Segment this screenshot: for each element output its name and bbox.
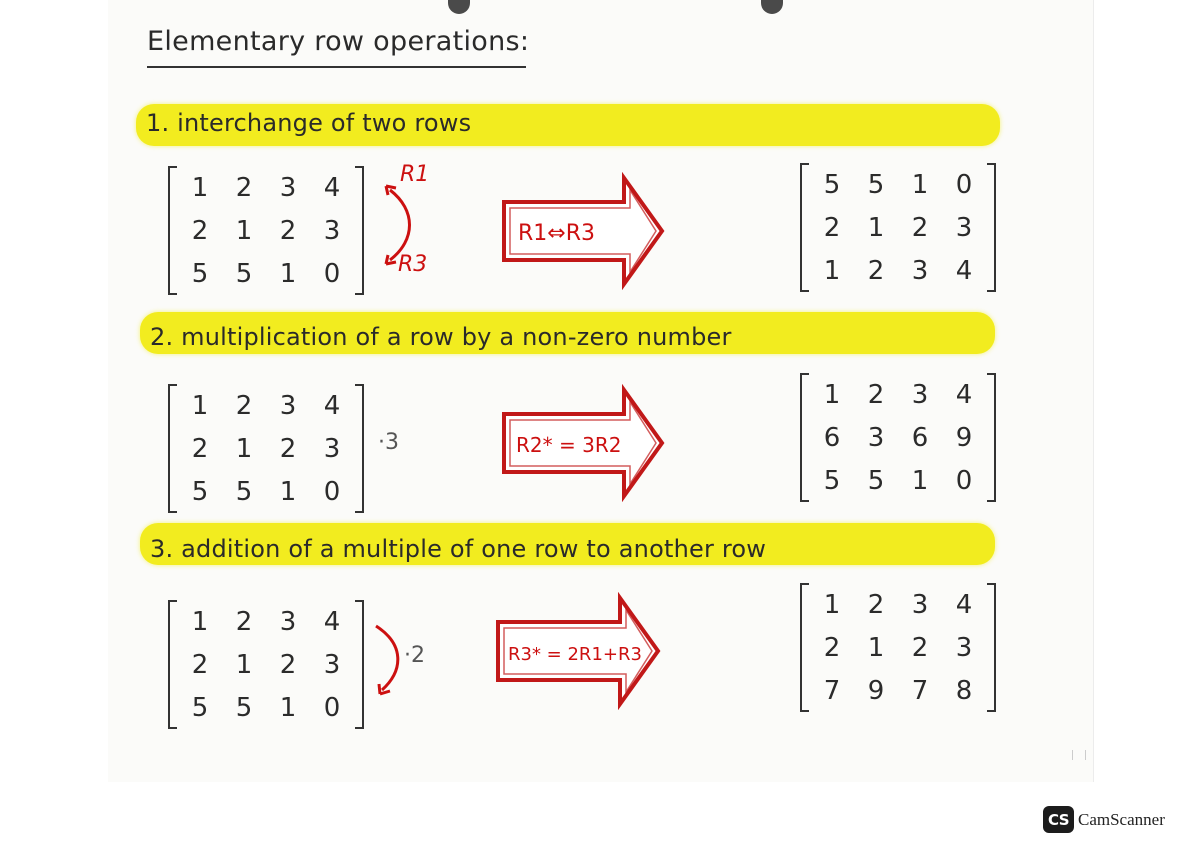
matrix-cell: 2 <box>235 172 253 203</box>
matrix-cell: 3 <box>279 172 297 203</box>
matrix-cell: 2 <box>867 379 885 410</box>
matrix-cell: 0 <box>955 169 973 200</box>
section-2-arrow-label: R2* = 3R2 <box>516 433 622 457</box>
annotation-r3: R3 <box>398 252 428 277</box>
section-2-multiplier: ·3 <box>378 430 399 455</box>
matrix-cell: 6 <box>911 422 929 453</box>
section-1-block-arrow <box>500 172 668 290</box>
matrix-cell: 2 <box>235 390 253 421</box>
matrix-cell: 2 <box>823 212 841 243</box>
matrix-cell: 4 <box>955 589 973 620</box>
section-2-right-matrix <box>800 373 996 502</box>
matrix-cell: 1 <box>191 606 209 637</box>
matrix-cell: 2 <box>235 606 253 637</box>
matrix-cell: 1 <box>279 692 297 723</box>
matrix-cell: 3 <box>323 433 341 464</box>
matrix-cell: 2 <box>279 649 297 680</box>
matrix-cell: 1 <box>279 476 297 507</box>
matrix-cell: 3 <box>911 589 929 620</box>
matrix-cell: 2 <box>191 433 209 464</box>
matrix-cell: 5 <box>235 692 253 723</box>
camscanner-watermark <box>1043 806 1165 833</box>
matrix-cell: 1 <box>823 589 841 620</box>
matrix-cell: 5 <box>823 169 841 200</box>
section-3-arrow-label: R3* = 2R1+R3 <box>508 644 642 665</box>
title-underline <box>147 66 526 68</box>
matrix-cell: 3 <box>279 606 297 637</box>
matrix-cell: 1 <box>867 212 885 243</box>
section-2-heading: 2. multiplication of a row by a non-zero number <box>150 323 732 351</box>
matrix-cell: 1 <box>191 172 209 203</box>
matrix-cell: 0 <box>323 692 341 723</box>
matrix-cell: 3 <box>911 255 929 286</box>
matrix-cell: 5 <box>191 258 209 289</box>
section-3-left-matrix <box>168 600 364 729</box>
matrix-cell: 5 <box>235 258 253 289</box>
matrix-cell: 2 <box>191 649 209 680</box>
camscanner-name: CamScanner <box>1078 809 1165 829</box>
matrix-cell: 1 <box>911 465 929 496</box>
matrix-cell: 2 <box>911 212 929 243</box>
matrix-cell: 3 <box>323 215 341 246</box>
matrix-cell: 2 <box>867 589 885 620</box>
section-2-left-matrix <box>168 384 364 513</box>
matrix-cell: 5 <box>867 169 885 200</box>
section-3-multiplier: ·2 <box>404 643 425 668</box>
matrix-cell: 4 <box>323 606 341 637</box>
matrix-cell: 1 <box>235 215 253 246</box>
matrix-cell: 5 <box>823 465 841 496</box>
matrix-cell: 3 <box>323 649 341 680</box>
matrix-cell: 7 <box>911 675 929 706</box>
section-1-right-matrix <box>800 163 996 292</box>
matrix-cell: 5 <box>191 476 209 507</box>
matrix-cell: 3 <box>867 422 885 453</box>
matrix-cell: 0 <box>323 476 341 507</box>
matrix-cell: 1 <box>823 255 841 286</box>
section-3-right-matrix <box>800 583 996 712</box>
matrix-cell: 7 <box>823 675 841 706</box>
matrix-cell: 3 <box>911 379 929 410</box>
section-1-arrow-label: R1⇔R3 <box>518 221 595 246</box>
matrix-cell: 4 <box>955 255 973 286</box>
matrix-cell: 4 <box>955 379 973 410</box>
section-3-block-arrow <box>494 592 664 710</box>
section-2-block-arrow <box>500 384 668 502</box>
matrix-cell: 5 <box>235 476 253 507</box>
matrix-cell: 0 <box>955 465 973 496</box>
matrix-cell: 1 <box>235 649 253 680</box>
matrix-cell: 1 <box>823 379 841 410</box>
matrix-cell: 5 <box>191 692 209 723</box>
camscanner-logo: CS <box>1043 806 1074 833</box>
matrix-cell: 1 <box>191 390 209 421</box>
section-1-left-matrix <box>168 166 364 295</box>
matrix-cell: 1 <box>911 169 929 200</box>
matrix-cell: 8 <box>955 675 973 706</box>
matrix-cell: 1 <box>867 632 885 663</box>
matrix-cell: 3 <box>279 390 297 421</box>
matrix-cell: 9 <box>955 422 973 453</box>
page-corner-mark <box>1072 750 1086 760</box>
matrix-cell: 1 <box>279 258 297 289</box>
matrix-cell: 2 <box>191 215 209 246</box>
matrix-cell: 2 <box>911 632 929 663</box>
matrix-cell: 2 <box>279 215 297 246</box>
section-1-heading: 1. interchange of two rows <box>146 109 472 137</box>
annotation-r1: R1 <box>400 162 430 187</box>
matrix-cell: 2 <box>867 255 885 286</box>
matrix-cell: 5 <box>867 465 885 496</box>
matrix-cell: 1 <box>235 433 253 464</box>
matrix-cell: 6 <box>823 422 841 453</box>
matrix-cell: 3 <box>955 632 973 663</box>
matrix-cell: 0 <box>323 258 341 289</box>
matrix-cell: 9 <box>867 675 885 706</box>
page-title: Elementary row operations: <box>147 26 530 57</box>
matrix-cell: 2 <box>279 433 297 464</box>
matrix-cell: 4 <box>323 172 341 203</box>
matrix-cell: 2 <box>823 632 841 663</box>
matrix-cell: 4 <box>323 390 341 421</box>
matrix-cell: 3 <box>955 212 973 243</box>
section-3-heading: 3. addition of a multiple of one row to another row <box>150 535 767 563</box>
